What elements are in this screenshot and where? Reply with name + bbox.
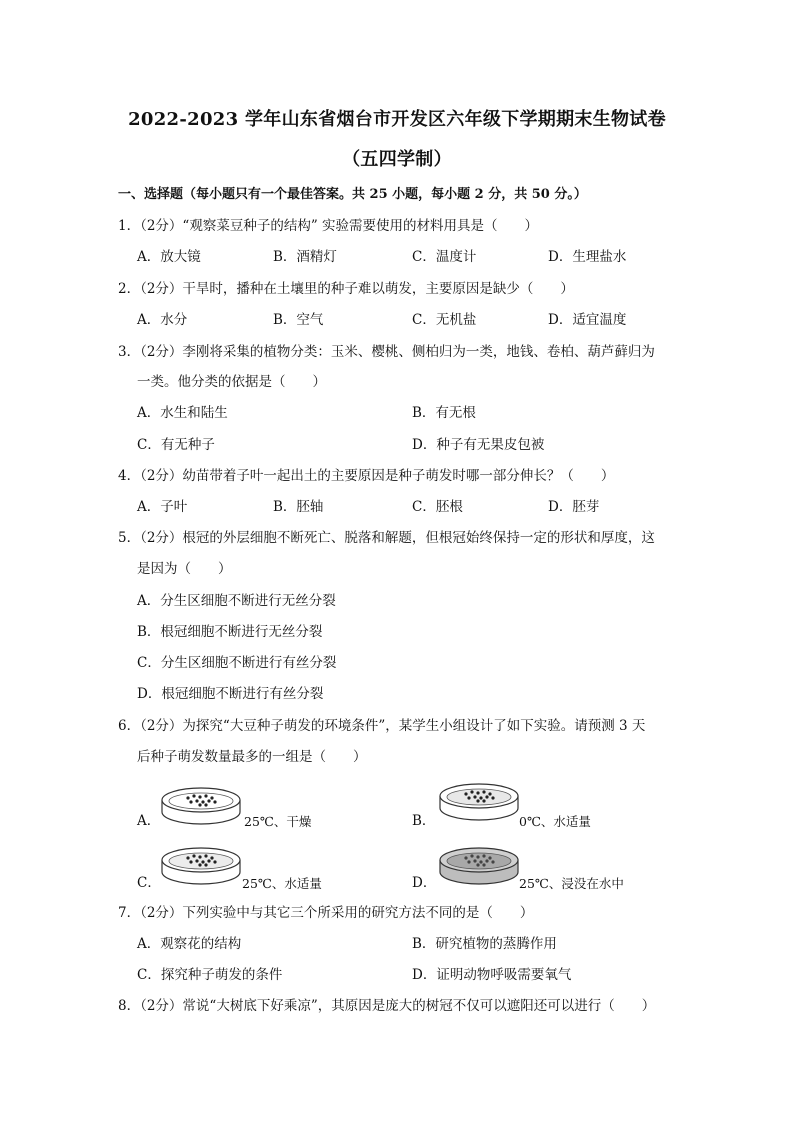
q3-option-d[interactable]: D．种子有无果皮包被 bbox=[412, 437, 545, 453]
question-4-stem: 4．（2分）幼苗带着子叶一起出土的主要原因是种子萌发时哪一部分伸长？（ ） bbox=[118, 468, 615, 484]
q7-option-a[interactable]: A．观察花的结构 bbox=[137, 936, 242, 952]
q3-option-c[interactable]: C．有无种子 bbox=[137, 437, 215, 453]
q4-option-b[interactable]: B．胚轴 bbox=[273, 499, 324, 515]
q5-option-b[interactable]: B．根冠细胞不断进行无丝分裂 bbox=[137, 624, 323, 640]
q5-option-c[interactable]: C．分生区细胞不断进行有丝分裂 bbox=[137, 655, 337, 671]
q6-caption-d: 25℃、浸没在水中 bbox=[519, 876, 624, 891]
q2-option-b[interactable]: B．空气 bbox=[273, 312, 324, 328]
q4-option-d[interactable]: D．胚芽 bbox=[548, 499, 600, 515]
question-3-stem-line1: 3．（2分）李刚将采集的植物分类：玉米、樱桃、侧柏归为一类，地钱、卷柏、葫芦藓归为 bbox=[118, 344, 655, 360]
q2-option-d[interactable]: D．适宜温度 bbox=[548, 312, 627, 328]
q1-option-a[interactable]: A．放大镜 bbox=[137, 249, 201, 265]
question-6-stem-line1: 6．（2分）为探究“大豆种子萌发的环境条件”，某学生小组设计了如下实验。请预测 3 天 bbox=[118, 718, 646, 734]
q6-option-a[interactable]: A． bbox=[137, 813, 161, 829]
petri-dish-moist-icon bbox=[158, 844, 244, 888]
q4-option-c[interactable]: C．胚根 bbox=[412, 499, 463, 515]
q6-caption-a: 25℃、干燥 bbox=[244, 814, 312, 829]
question-1-stem: 1．（2分）“观察菜豆种子的结构” 实验需要使用的材料用具是（ ） bbox=[118, 218, 539, 234]
q6-option-b[interactable]: B． bbox=[412, 813, 436, 829]
question-5-stem-line1: 5．（2分）根冠的外层细胞不断死亡、脱落和解题，但根冠始终保持一定的形状和厚度，这 bbox=[118, 530, 655, 546]
q7-option-d[interactable]: D．证明动物呼吸需要氧气 bbox=[412, 967, 572, 983]
question-2-stem: 2．（2分）干旱时，播种在土壤里的种子难以萌发，主要原因是缺少（ ） bbox=[118, 281, 574, 297]
q7-option-b[interactable]: B．研究植物的蒸腾作用 bbox=[412, 936, 557, 952]
question-5-stem-line2: 是因为（ ） bbox=[137, 561, 232, 577]
q2-option-a[interactable]: A．水分 bbox=[137, 312, 188, 328]
q1-option-b[interactable]: B．酒精灯 bbox=[273, 249, 337, 265]
q3-option-b[interactable]: B．有无根 bbox=[412, 405, 476, 421]
q6-caption-b: 0℃、水适量 bbox=[519, 814, 591, 829]
q5-option-d[interactable]: D．根冠细胞不断进行有丝分裂 bbox=[137, 686, 324, 702]
petri-dish-submerged-icon bbox=[436, 844, 522, 888]
question-7-stem: 7．（2分）下列实验中与其它三个所采用的研究方法不同的是（ ） bbox=[118, 905, 534, 921]
question-3-stem-line2: 一类。他分类的依据是（ ） bbox=[137, 374, 326, 390]
q7-option-c[interactable]: C．探究种子萌发的条件 bbox=[137, 967, 283, 983]
question-8-stem: 8．（2分）常说“大树底下好乘凉”，其原因是庞大的树冠不仅可以遮阳还可以进行（ ） bbox=[118, 998, 656, 1014]
q6-option-d[interactable]: D． bbox=[412, 875, 437, 891]
q1-option-c[interactable]: C．温度计 bbox=[412, 249, 477, 265]
question-6-stem-line2: 后种子萌发数量最多的一组是（ ） bbox=[137, 749, 367, 765]
q6-caption-c: 25℃、水适量 bbox=[242, 876, 322, 891]
petri-dish-cold-icon bbox=[436, 780, 522, 824]
q1-option-d[interactable]: D．生理盐水 bbox=[548, 249, 627, 265]
petri-dish-dry-icon bbox=[158, 784, 244, 828]
document-subtitle: （五四学制） bbox=[342, 149, 452, 170]
q4-option-a[interactable]: A．子叶 bbox=[137, 499, 188, 515]
q6-option-c[interactable]: C． bbox=[137, 875, 161, 891]
q3-option-a[interactable]: A．水生和陆生 bbox=[137, 405, 228, 421]
document-title: 2022-2023 学年山东省烟台市开发区六年级下学期期末生物试卷 bbox=[128, 109, 666, 130]
q2-option-c[interactable]: C．无机盐 bbox=[412, 312, 477, 328]
q5-option-a[interactable]: A．分生区细胞不断进行无丝分裂 bbox=[137, 593, 336, 609]
section-heading: 一、选择题（每小题只有一个最佳答案。共 25 小题，每小题 2 分，共 50 分。） bbox=[118, 187, 587, 202]
